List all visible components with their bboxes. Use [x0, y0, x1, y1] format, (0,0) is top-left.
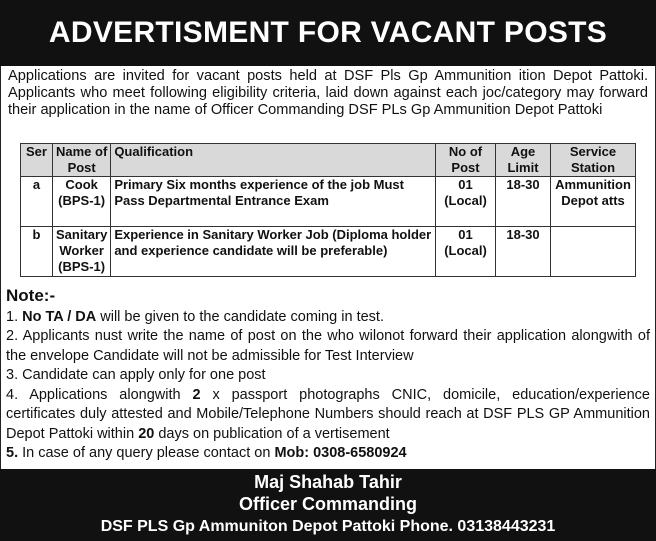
cell-age-limit: 18-30	[496, 177, 551, 227]
cell-ser: b	[21, 227, 53, 277]
note-4-text-start: 4. Applications alongwith	[6, 386, 181, 403]
cell-no-of-post: 01 (Local)	[436, 227, 496, 277]
note-4-photo-count: 2	[192, 386, 201, 403]
notes-section	[6, 286, 650, 464]
header-banner	[0, 0, 656, 66]
note-4-text-middle: x passport photographs CNIC, domicile, education/experience certificates duly attested and Mobile/Telephone Numbers should reach at DSF PLS GP Ammunition Depot Pattoki within	[6, 386, 650, 442]
posts-table	[20, 143, 636, 277]
note-5-text: In case of any query please contact on	[22, 445, 271, 461]
cell-qualification: Experience in Sanitary Worker Job (Diploma holder and experience candidate will be preferable)	[111, 227, 436, 277]
note-2: 2. Applicants nust write the name of post on the who wilonot forward their application alongwith of the envelope Candidate will not be admissible for Test Interview	[6, 328, 650, 364]
officer-name: Maj Shahab Tahir	[254, 472, 402, 492]
header-name-of-post: Name of Post	[53, 144, 111, 177]
note-5-number: 5.	[6, 445, 19, 461]
cell-service-station	[551, 227, 636, 277]
cell-name-of-post: Cook (BPS-1)	[53, 177, 111, 227]
cell-qualification: Primary Six months experience of the job Must Pass Departmental Entrance Exam	[111, 177, 436, 227]
note-3: 3. Candidate can apply only for one post	[6, 367, 266, 383]
note-1	[6, 308, 650, 328]
table-row	[21, 227, 636, 277]
cell-no-of-post: 01 (Local)	[436, 177, 496, 227]
note-1-number: 1.	[6, 308, 19, 325]
header-qualification: Qualification	[111, 144, 436, 177]
note-4-days: 20	[138, 425, 155, 442]
header-no-of-post: No of Post	[436, 144, 496, 177]
contact-address: DSF PLS Gp Ammuniton Depot Pattoki Phone. 03138443231	[100, 518, 556, 535]
intro-paragraph: Applications are invited for vacant posts held at DSF Pls Gp Ammunition ition Depot Pattoki. Applicants who meet following eligibility criteria, laid down against each joc/category may forward their application in the name of Officer Commanding DSF PLs Gp Ammunition Depot Pattoki	[8, 68, 648, 118]
note-1-text: will be given to the candidate coming in test.	[100, 308, 384, 325]
note-5	[6, 444, 650, 464]
notes-title: Note:-	[6, 286, 56, 305]
table-row	[21, 177, 636, 227]
header-service-station: Service Station	[551, 144, 636, 177]
note-4-text-end: days on publication of a vertisement	[158, 425, 390, 442]
header-age-limit: Age Limit	[496, 144, 551, 177]
cell-service-station: Ammunition Depot atts	[551, 177, 636, 227]
officer-designation: Officer Commanding	[238, 494, 417, 514]
note-5-mobile: Mob: 0308-6580924	[274, 445, 407, 461]
cell-ser: a	[21, 177, 53, 227]
note-4	[6, 386, 650, 445]
page-title: ADVERTISMENT FOR VACANT POSTS	[48, 16, 608, 49]
footer-banner	[0, 469, 656, 541]
table-header-row	[21, 144, 636, 177]
cell-age-limit: 18-30	[496, 227, 551, 277]
cell-name-of-post: Sanitary Worker (BPS-1)	[53, 227, 111, 277]
note-1-bold: No TA / DA	[22, 308, 97, 325]
header-ser: Ser	[21, 144, 53, 177]
